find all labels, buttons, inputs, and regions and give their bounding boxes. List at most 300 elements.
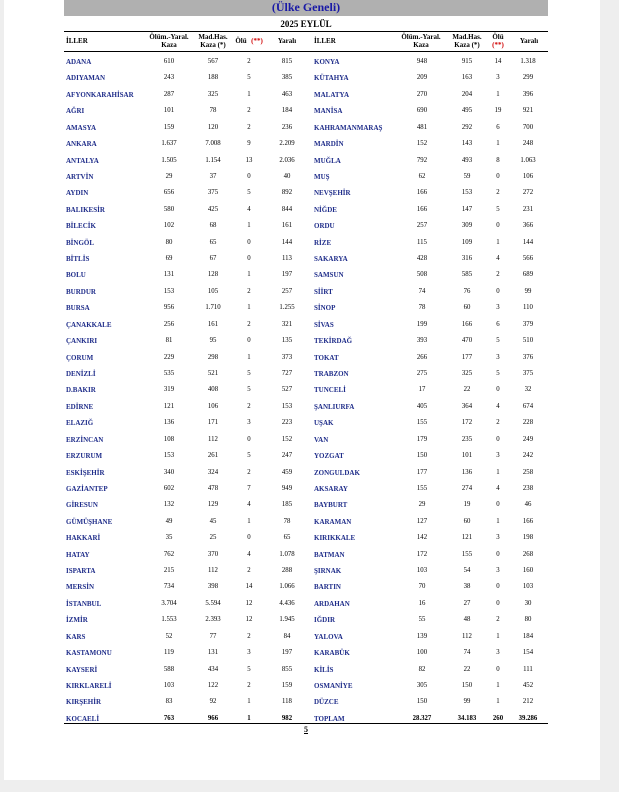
right-cell-il: OSMANİYE — [314, 681, 353, 690]
left-cell-il: GÜMÜŞHANE — [66, 517, 113, 526]
right-cell-madhas: 19 — [463, 501, 471, 509]
left-cell-yarali: 463 — [281, 90, 293, 98]
left-cell-madhas: 478 — [207, 484, 219, 492]
table-row — [64, 218, 548, 234]
left-cell-olumlu: 80 — [165, 238, 173, 246]
left-cell-il: ERZİNCAN — [66, 435, 104, 444]
right-cell-il: KARAMAN — [314, 517, 352, 526]
left-cell-olumlu: 153 — [163, 452, 175, 460]
right-cell-olumlu: 150 — [416, 452, 428, 460]
left-cell-olumlu: 132 — [163, 501, 175, 509]
left-cell-madhas: 1.154 — [205, 156, 221, 164]
left-cell-madhas: 567 — [207, 58, 219, 65]
left-cell-yarali: 385 — [281, 74, 293, 82]
right-cell-olumlu: 78 — [418, 304, 426, 312]
header-olu-mark-left: (**) — [251, 37, 263, 45]
right-cell-olu: 3 — [496, 353, 500, 361]
left-cell-olumlu: 1.637 — [161, 140, 177, 148]
left-cell-yarali: 247 — [281, 452, 293, 460]
left-cell-olu: 2 — [247, 320, 251, 328]
right-cell-yarali: 39.286 — [518, 714, 538, 722]
left-cell-yarali: 844 — [281, 205, 293, 213]
right-cell-yarali: 30 — [524, 599, 532, 607]
left-cell-il: ELAZIĞ — [66, 419, 94, 428]
left-cell-yarali: 892 — [281, 189, 293, 197]
right-cell-yarali: 198 — [522, 534, 534, 542]
right-cell-yarali: 1.063 — [520, 156, 536, 164]
right-cell-il: VAN — [314, 435, 329, 444]
right-cell-yarali: 921 — [522, 107, 534, 115]
right-cell-yarali: 396 — [522, 90, 534, 98]
left-cell-madhas: 122 — [207, 681, 219, 689]
left-cell-olumlu: 243 — [163, 74, 175, 82]
right-cell-il: DÜZCE — [314, 698, 339, 707]
left-cell-il: ADANA — [66, 58, 92, 66]
right-cell-madhas: 34.183 — [457, 714, 477, 722]
left-cell-olumlu: 153 — [163, 287, 175, 295]
left-cell-olu: 1 — [247, 222, 251, 230]
right-cell-olumlu: 166 — [416, 205, 428, 213]
left-cell-il: GAZİANTEP — [66, 484, 108, 493]
right-cell-yarali: 154 — [522, 649, 534, 657]
left-cell-yarali: 118 — [282, 698, 292, 706]
left-cell-olu: 5 — [247, 74, 251, 82]
right-cell-olumlu: 393 — [416, 337, 428, 345]
left-cell-olu: 0 — [247, 534, 251, 542]
right-cell-madhas: 112 — [462, 632, 472, 640]
left-cell-olu: 14 — [245, 583, 253, 591]
left-cell-il: DENİZLİ — [66, 369, 96, 378]
right-cell-yarali: 566 — [522, 255, 534, 263]
left-cell-yarali: 184 — [281, 107, 293, 115]
left-cell-yarali: 185 — [281, 501, 293, 509]
left-cell-il: ADIYAMAN — [66, 74, 106, 83]
table-row — [64, 530, 548, 546]
right-cell-yarali: 510 — [522, 337, 534, 345]
table-row — [64, 563, 548, 579]
table-row — [64, 54, 548, 70]
right-cell-il: TOKAT — [314, 353, 339, 362]
left-cell-il: EDİRNE — [66, 402, 94, 411]
right-cell-il: SAKARYA — [314, 255, 348, 264]
left-cell-olu: 3 — [247, 649, 251, 657]
left-cell-yarali: 1.945 — [279, 616, 295, 624]
right-cell-il: NEVŞEHİR — [314, 189, 351, 198]
left-cell-olu: 0 — [247, 255, 251, 263]
table-row — [64, 694, 548, 710]
table-row — [64, 629, 548, 645]
right-cell-olu: 5 — [496, 337, 500, 345]
left-cell-yarali: 982 — [281, 714, 293, 722]
left-cell-olumlu: 29 — [165, 172, 173, 180]
header-yarali-right: Yaralı — [519, 37, 539, 45]
left-cell-madhas: 129 — [207, 501, 219, 509]
left-cell-olumlu: 119 — [164, 649, 174, 657]
left-cell-madhas: 966 — [207, 714, 219, 722]
right-cell-yarali: 46 — [524, 501, 532, 509]
right-cell-olu: 1 — [496, 698, 500, 706]
table-header — [64, 32, 548, 51]
right-cell-olu: 1 — [496, 632, 500, 640]
left-cell-olu: 5 — [247, 452, 251, 460]
right-cell-il: TUNCELİ — [314, 386, 346, 395]
left-cell-olu: 1 — [247, 271, 251, 279]
left-cell-olu: 5 — [247, 189, 251, 197]
left-cell-il: KOCAELİ — [66, 714, 100, 723]
table-row — [64, 678, 548, 694]
right-cell-madhas: 48 — [463, 616, 471, 624]
right-cell-olumlu: 257 — [416, 222, 428, 230]
left-cell-yarali: 236 — [281, 123, 293, 131]
right-cell-olumlu: 155 — [416, 484, 428, 492]
right-cell-il: MUŞ — [314, 172, 330, 181]
left-cell-olumlu: 610 — [163, 58, 175, 65]
header-olumlu-right-b: Kaza — [413, 41, 429, 49]
right-cell-il: IĞDIR — [314, 616, 336, 625]
left-cell-madhas: 112 — [208, 435, 218, 443]
left-cell-il: BURDUR — [66, 287, 96, 296]
right-cell-olumlu: 139 — [416, 632, 428, 640]
left-cell-olumlu: 229 — [163, 353, 175, 361]
left-cell-il: KAYSERİ — [66, 665, 98, 674]
left-cell-il: İSTANBUL — [66, 599, 102, 608]
left-cell-olu: 2 — [247, 402, 251, 410]
right-cell-yarali: 299 — [522, 74, 534, 82]
right-cell-yarali: 110 — [523, 304, 533, 312]
left-cell-madhas: 120 — [207, 123, 219, 131]
left-cell-olu: 1 — [247, 517, 251, 525]
right-cell-olu: 1 — [496, 90, 500, 98]
right-cell-madhas: 74 — [463, 649, 471, 657]
right-cell-madhas: 235 — [461, 435, 473, 443]
left-cell-olumlu: 3.704 — [161, 599, 177, 607]
right-cell-madhas: 915 — [461, 58, 473, 65]
left-cell-madhas: 434 — [207, 665, 219, 673]
left-cell-olu: 5 — [247, 386, 251, 394]
right-cell-madhas: 309 — [461, 222, 473, 230]
right-cell-olumlu: 275 — [416, 369, 428, 377]
right-cell-madhas: 136 — [461, 468, 473, 476]
left-cell-madhas: 77 — [209, 632, 217, 640]
left-cell-yarali: 321 — [281, 320, 293, 328]
right-cell-yarali: 80 — [524, 616, 532, 624]
left-cell-madhas: 375 — [207, 189, 219, 197]
left-cell-olumlu: 734 — [163, 583, 175, 591]
left-cell-madhas: 106 — [207, 402, 219, 410]
left-cell-il: ESKİŞEHİR — [66, 468, 105, 477]
table-row — [64, 448, 548, 464]
left-cell-yarali: 373 — [281, 353, 293, 361]
right-cell-madhas: 172 — [461, 419, 473, 427]
left-cell-olu: 5 — [247, 369, 251, 377]
right-cell-olu: 4 — [496, 255, 500, 263]
table-row — [64, 70, 548, 86]
right-cell-il: SAMSUN — [314, 271, 344, 280]
left-cell-il: MERSİN — [66, 583, 95, 592]
right-cell-madhas: 493 — [461, 156, 473, 164]
table-row — [64, 300, 548, 316]
right-cell-il: TRABZON — [314, 369, 349, 378]
right-cell-madhas: 54 — [463, 567, 471, 575]
table-row — [64, 399, 548, 415]
left-cell-olu: 4 — [247, 550, 251, 558]
left-cell-il: AĞRI — [66, 107, 85, 116]
left-cell-olu: 1 — [247, 714, 251, 722]
left-cell-madhas: 325 — [207, 90, 219, 98]
left-cell-madhas: 67 — [209, 255, 217, 263]
left-cell-il: KASTAMONU — [66, 649, 112, 658]
left-cell-il: BİNGÖL — [66, 238, 95, 247]
right-cell-yarali: 106 — [522, 172, 534, 180]
right-cell-olumlu: 481 — [416, 123, 428, 131]
left-cell-olumlu: 1.553 — [161, 616, 177, 624]
right-cell-madhas: 150 — [461, 681, 473, 689]
right-cell-olu: 1 — [496, 238, 500, 246]
right-cell-olumlu: 82 — [418, 665, 426, 673]
header-olu-left: Ölü — [235, 37, 247, 45]
right-cell-olu: 260 — [492, 714, 504, 722]
right-cell-olumlu: 150 — [416, 698, 428, 706]
right-cell-madhas: 155 — [461, 550, 473, 558]
right-cell-olu: 0 — [496, 386, 500, 394]
left-cell-yarali: 949 — [281, 484, 293, 492]
right-cell-il: YALOVA — [314, 632, 343, 641]
report-month: 2025 EYLÜL — [280, 19, 332, 29]
right-cell-madhas: 38 — [463, 583, 471, 591]
right-cell-madhas: 60 — [463, 304, 471, 312]
left-cell-il: HATAY — [66, 550, 90, 559]
right-cell-olumlu: 152 — [416, 140, 428, 148]
right-cell-yarali: 184 — [522, 632, 534, 640]
table-row — [64, 350, 548, 366]
right-cell-il: KİLİS — [314, 665, 334, 674]
right-cell-yarali: 268 — [522, 550, 534, 558]
right-cell-il: MARDİN — [314, 140, 344, 149]
right-cell-olu: 6 — [496, 123, 500, 131]
left-cell-olu: 3 — [247, 419, 251, 427]
right-cell-olumlu: 177 — [416, 468, 428, 476]
right-cell-olu: 4 — [496, 402, 500, 410]
left-cell-olumlu: 215 — [163, 567, 175, 575]
left-cell-olumlu: 136 — [163, 419, 175, 427]
right-cell-olu: 1 — [496, 468, 500, 476]
right-cell-madhas: 166 — [461, 320, 473, 328]
left-cell-yarali: 161 — [281, 222, 293, 230]
table-row — [64, 103, 548, 119]
right-cell-olu: 0 — [496, 583, 500, 591]
right-cell-yarali: 689 — [522, 271, 534, 279]
right-cell-il: KÜTAHYA — [314, 74, 349, 83]
table-row — [64, 432, 548, 448]
right-cell-olu: 3 — [496, 452, 500, 460]
right-cell-olu: 2 — [496, 616, 500, 624]
right-cell-olu: 2 — [496, 419, 500, 427]
table-row — [64, 333, 548, 349]
left-cell-yarali: 2.209 — [279, 140, 295, 148]
left-cell-il: AYDIN — [66, 189, 89, 198]
left-cell-madhas: 131 — [207, 649, 219, 657]
left-cell-olumlu: 762 — [163, 550, 175, 558]
right-cell-olumlu: 74 — [418, 287, 426, 295]
right-cell-il: MALATYA — [314, 90, 350, 99]
left-cell-madhas: 105 — [207, 287, 219, 295]
left-cell-olu: 7 — [247, 484, 251, 492]
right-cell-madhas: 316 — [461, 255, 473, 263]
left-cell-yarali: 84 — [283, 632, 291, 640]
right-cell-olumlu: 405 — [416, 402, 428, 410]
right-cell-yarali: 111 — [523, 665, 533, 673]
header-olu-mark-right: (**) — [492, 41, 504, 49]
left-cell-olu: 2 — [247, 567, 251, 575]
right-cell-il: KONYA — [314, 58, 340, 66]
header-olu-right: Ölü — [492, 33, 504, 41]
right-cell-yarali: 212 — [522, 698, 534, 706]
left-cell-yarali: 4.436 — [279, 599, 295, 607]
right-cell-olu: 0 — [496, 222, 500, 230]
right-cell-olumlu: 127 — [416, 517, 428, 525]
right-cell-yarali: 376 — [522, 353, 534, 361]
table-row — [64, 235, 548, 251]
left-cell-olumlu: 49 — [165, 517, 173, 525]
right-cell-madhas: 143 — [461, 140, 473, 148]
right-cell-olu: 3 — [496, 534, 500, 542]
right-cell-yarali: 272 — [522, 189, 534, 197]
left-cell-il: KARS — [66, 632, 86, 641]
right-cell-olumlu: 142 — [416, 534, 428, 542]
right-cell-il: ORDU — [314, 222, 335, 231]
right-cell-il: SİİRT — [314, 287, 333, 296]
left-cell-olumlu: 121 — [163, 402, 175, 410]
right-cell-olumlu: 270 — [416, 90, 428, 98]
left-cell-il: ANKARA — [66, 140, 97, 149]
header-madhas-left-b: Kaza (*) — [200, 41, 226, 49]
right-cell-yarali: 452 — [522, 681, 534, 689]
left-cell-il: KIRŞEHİR — [66, 698, 102, 707]
left-cell-olu: 2 — [247, 632, 251, 640]
right-cell-madhas: 325 — [461, 369, 473, 377]
right-cell-olu: 3 — [496, 649, 500, 657]
right-cell-madhas: 76 — [463, 287, 471, 295]
left-cell-olu: 1 — [247, 304, 251, 312]
table-row — [64, 662, 548, 678]
left-cell-il: BALIKESİR — [66, 205, 105, 214]
right-cell-olu: 6 — [496, 320, 500, 328]
left-cell-il: GİRESUN — [66, 501, 98, 510]
left-cell-madhas: 425 — [207, 205, 219, 213]
left-cell-olumlu: 35 — [165, 534, 173, 542]
right-cell-olumlu: 166 — [416, 189, 428, 197]
table-row — [64, 415, 548, 431]
right-cell-olumlu: 428 — [416, 255, 428, 263]
right-cell-olu: 5 — [496, 205, 500, 213]
left-cell-olu: 2 — [247, 107, 251, 115]
right-cell-olumlu: 55 — [418, 616, 426, 624]
left-cell-olu: 1 — [247, 353, 251, 361]
left-cell-madhas: 25 — [209, 534, 217, 542]
right-cell-madhas: 495 — [461, 107, 473, 115]
right-cell-olumlu: 155 — [416, 419, 428, 427]
left-cell-olumlu: 131 — [163, 271, 175, 279]
left-cell-olu: 4 — [247, 205, 251, 213]
left-cell-olumlu: 1.505 — [161, 156, 177, 164]
left-cell-olumlu: 52 — [165, 632, 173, 640]
left-cell-il: İZMİR — [66, 616, 88, 625]
table-row — [64, 87, 548, 103]
right-cell-olu: 8 — [496, 156, 500, 164]
right-cell-madhas: 27 — [463, 599, 471, 607]
right-cell-yarali: 375 — [522, 369, 534, 377]
right-cell-olu: 19 — [494, 107, 502, 115]
right-cell-yarali: 144 — [522, 238, 534, 246]
right-cell-olu: 0 — [496, 287, 500, 295]
header-olumlu-left-a: Ölüm.-Yaral. — [149, 33, 189, 41]
right-cell-olu: 1 — [496, 517, 500, 525]
right-cell-yarali: 674 — [522, 402, 534, 410]
right-cell-madhas: 364 — [461, 402, 473, 410]
left-cell-yarali: 153 — [281, 402, 293, 410]
table-row — [64, 579, 548, 595]
table-row — [64, 202, 548, 218]
left-cell-madhas: 261 — [207, 452, 219, 460]
left-cell-olumlu: 102 — [163, 222, 175, 230]
left-cell-madhas: 521 — [207, 369, 219, 377]
left-cell-il: AFYONKARAHİSAR — [66, 90, 134, 99]
right-cell-olumlu: 508 — [416, 271, 428, 279]
right-cell-yarali: 248 — [522, 140, 534, 148]
left-cell-olu: 4 — [247, 501, 251, 509]
left-cell-madhas: 161 — [207, 320, 219, 328]
left-cell-madhas: 1.710 — [205, 304, 221, 312]
left-cell-olu: 2 — [247, 468, 251, 476]
right-cell-yarali: 379 — [522, 320, 534, 328]
left-cell-madhas: 171 — [207, 419, 219, 427]
right-cell-olumlu: 103 — [416, 567, 428, 575]
left-cell-olumlu: 81 — [165, 337, 173, 345]
right-cell-il: ZONGULDAK — [314, 468, 360, 477]
right-cell-yarali: 366 — [522, 222, 534, 230]
right-cell-olumlu: 690 — [416, 107, 428, 115]
left-cell-il: D.BAKIR — [66, 386, 96, 395]
left-cell-yarali: 65 — [283, 534, 291, 542]
left-cell-olumlu: 656 — [163, 189, 175, 197]
table-row — [64, 284, 548, 300]
left-cell-il: BOLU — [66, 271, 86, 280]
right-cell-il: UŞAK — [314, 419, 334, 428]
right-cell-olu: 1 — [496, 681, 500, 689]
left-cell-madhas: 92 — [209, 698, 217, 706]
right-cell-il: ŞANLIURFA — [314, 402, 355, 411]
left-cell-yarali: 1.255 — [279, 304, 295, 312]
table-row — [64, 153, 548, 169]
header-madhas-right-a: Mad.Has. — [452, 33, 482, 41]
left-cell-olu: 2 — [247, 58, 251, 65]
right-cell-olu: 0 — [496, 435, 500, 443]
left-cell-olumlu: 287 — [163, 90, 175, 98]
table-row — [64, 596, 548, 612]
header-iller-left: İLLER — [66, 37, 88, 45]
left-cell-madhas: 298 — [207, 353, 219, 361]
left-cell-yarali: 78 — [283, 517, 291, 525]
left-cell-madhas: 370 — [207, 550, 219, 558]
right-cell-madhas: 109 — [461, 238, 473, 246]
left-cell-olu: 5 — [247, 665, 251, 673]
right-cell-madhas: 22 — [463, 665, 471, 673]
table-row — [64, 645, 548, 661]
left-cell-yarali: 1.078 — [279, 550, 295, 558]
left-cell-madhas: 37 — [209, 172, 217, 180]
right-cell-yarali: 32 — [524, 386, 532, 394]
left-cell-yarali: 288 — [281, 567, 293, 575]
